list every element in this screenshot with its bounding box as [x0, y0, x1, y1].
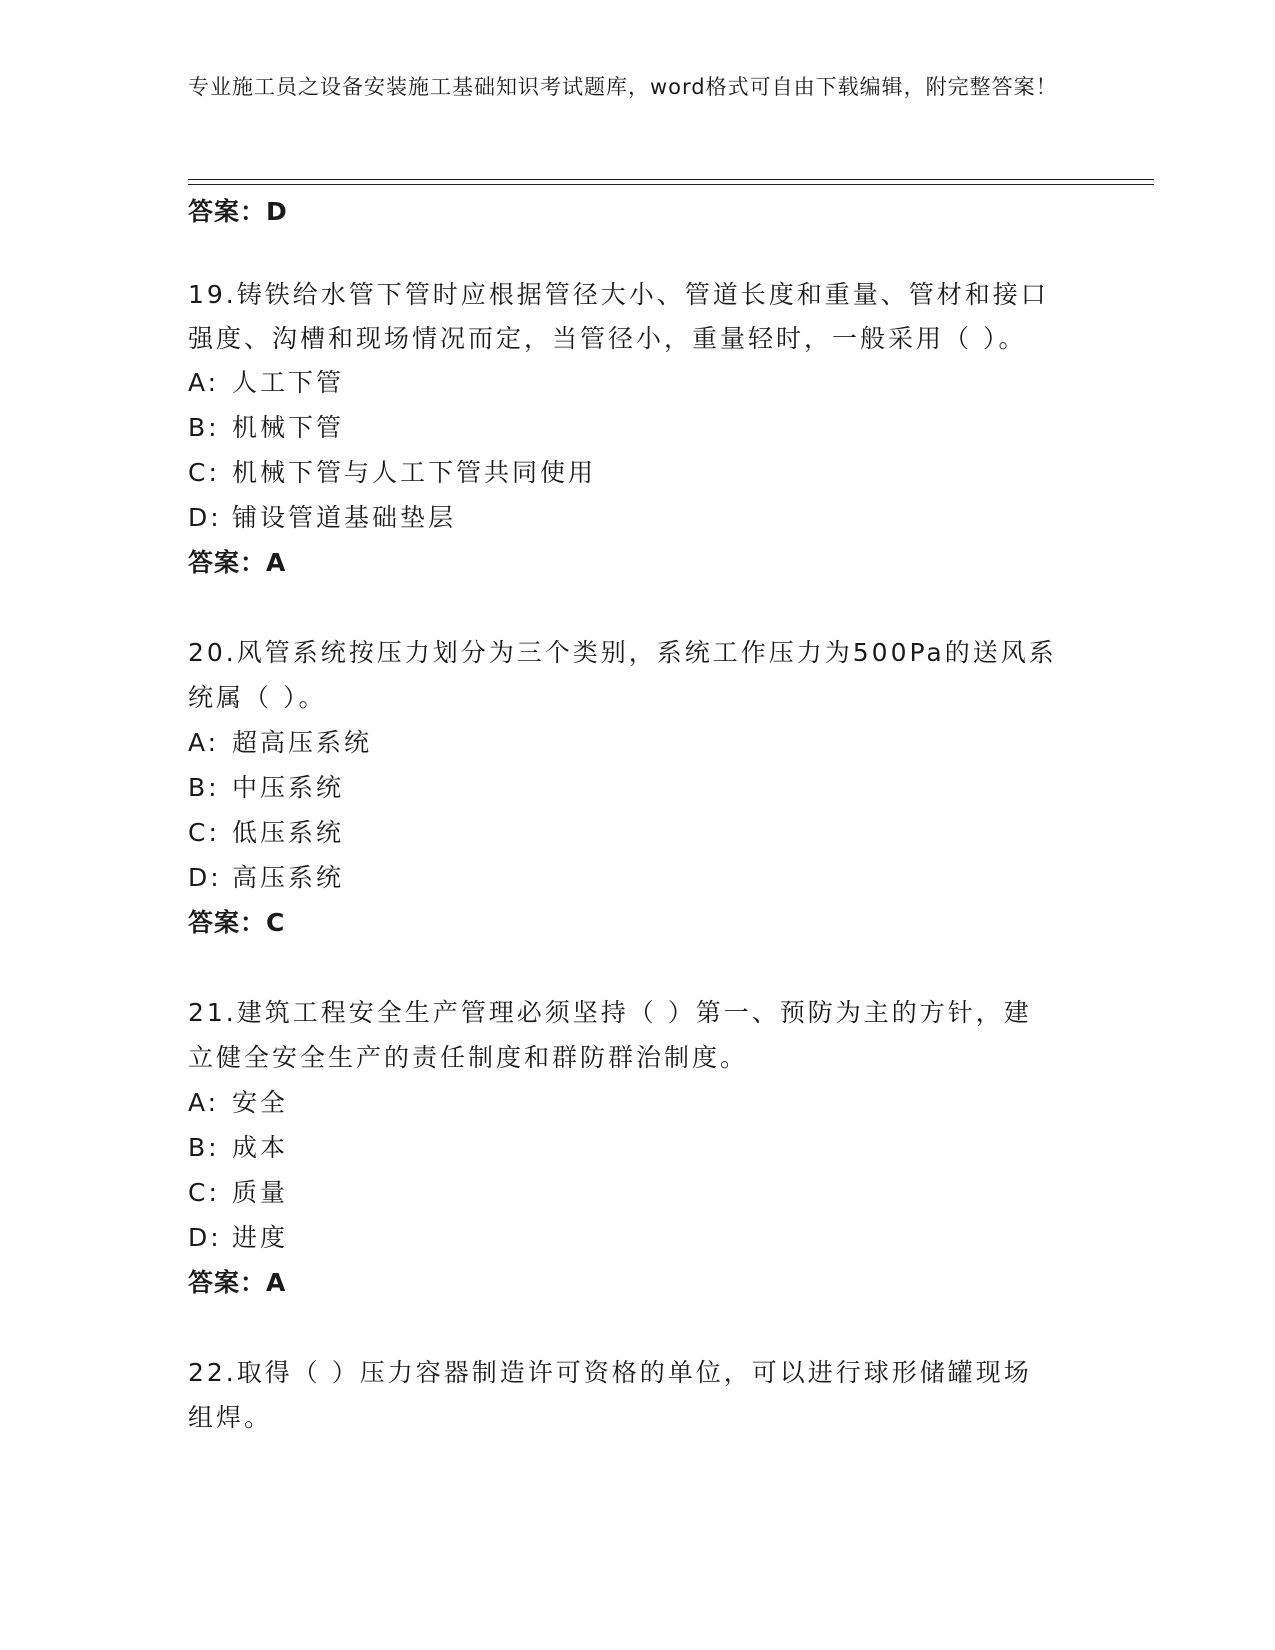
question-20-line-1: 20.风管系统按压力划分为三个类别，系统工作压力为500Pa的送风系 — [188, 638, 1057, 667]
question-19-option-b: B: 机械下管 — [188, 413, 345, 442]
question-19-line-2: 强度、沟槽和现场情况而定，当管径小，重量轻时，一般采用（ ）。 — [188, 324, 1027, 353]
question-21-option-b: B: 成本 — [188, 1133, 289, 1162]
question-20-option-a: A: 超高压系统 — [188, 728, 373, 757]
question-19-answer: 答案：A — [188, 548, 287, 577]
question-21-line-1: 21.建筑工程安全生产管理必须坚持（ ）第一、预防为主的方针，建 — [188, 998, 1032, 1027]
question-20-option-d: D: 高压系统 — [188, 863, 345, 892]
question-20-option-b: B: 中压系统 — [188, 773, 345, 802]
question-21-option-a: A: 安全 — [188, 1088, 289, 1117]
question-19-option-d: D: 铺设管道基础垫层 — [188, 503, 457, 532]
question-21-option-d: D: 进度 — [188, 1223, 289, 1252]
question-21-line-2: 立健全安全生产的责任制度和群防群治制度。 — [188, 1043, 749, 1072]
question-22-line-2: 组焊。 — [188, 1403, 273, 1432]
question-20-line-2: 统属（ ）。 — [188, 683, 327, 712]
question-19-option-c: C: 机械下管与人工下管共同使用 — [188, 458, 597, 487]
question-19-option-a: A: 人工下管 — [188, 368, 345, 397]
question-21-answer: 答案：A — [188, 1268, 287, 1297]
question-20-option-c: C: 低压系统 — [188, 818, 345, 847]
question-22-line-1: 22.取得（ ）压力容器制造许可资格的单位，可以进行球形储罐现场 — [188, 1358, 1032, 1387]
header-divider-top — [188, 179, 1154, 180]
document-header: 专业施工员之设备安装施工基础知识考试题库，word格式可自由下载编辑，附完整答案！ — [188, 75, 1058, 99]
question-21-option-c: C: 质量 — [188, 1178, 289, 1207]
question-19-line-1: 19.铸铁给水管下管时应根据管径大小、管道长度和重量、管材和接口 — [188, 280, 1049, 309]
header-divider-bottom — [188, 184, 1154, 185]
question-20-answer: 答案：C — [188, 908, 286, 937]
answer-18: 答案：D — [188, 197, 288, 226]
